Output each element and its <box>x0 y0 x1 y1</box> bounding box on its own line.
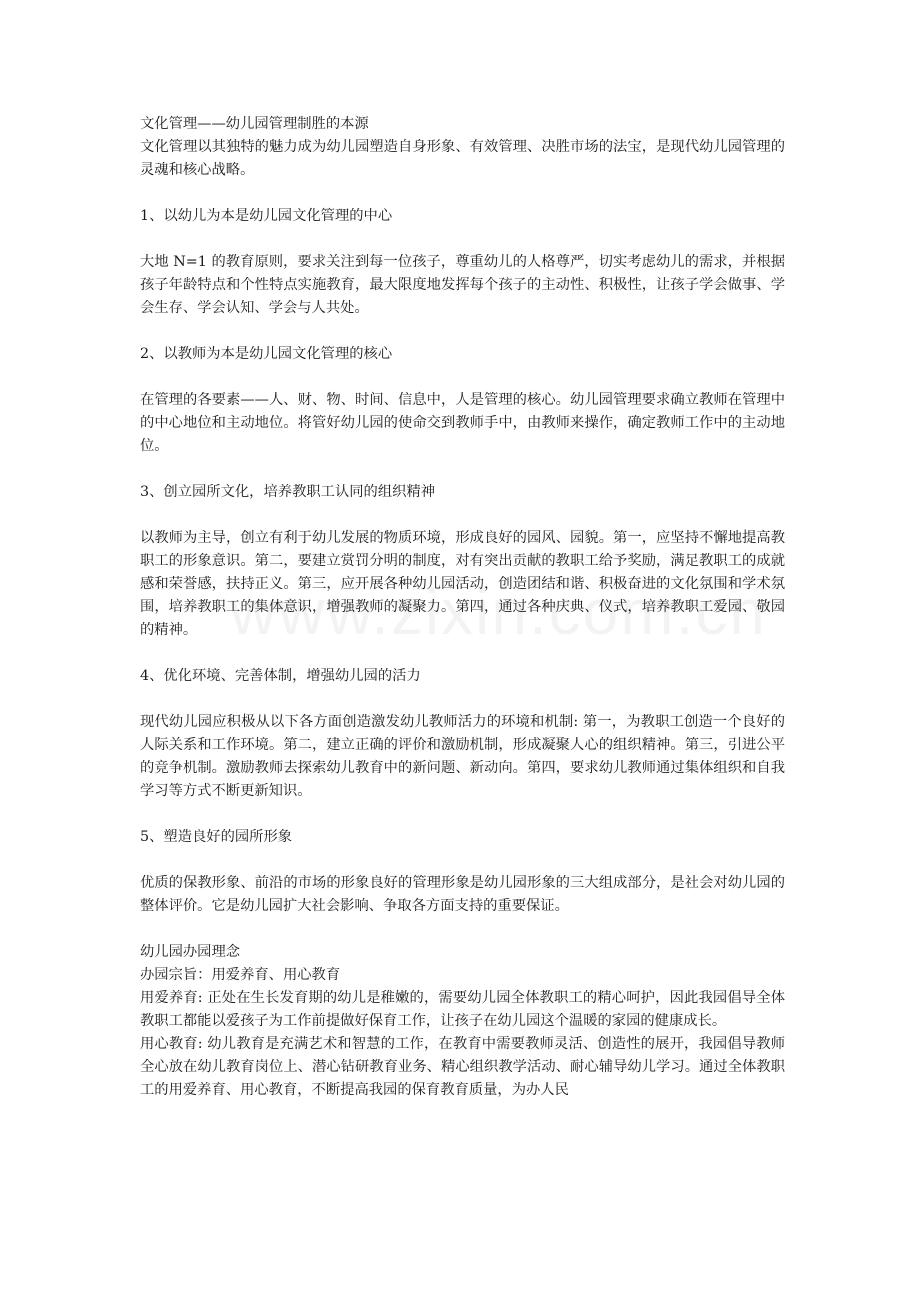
paragraph-gap <box>140 918 785 941</box>
section-2-body: 在管理的各要素——人、财、物、时间、信息中，人是管理的核心。幼儿园管理要求确立教师在管理中的中心地位和主动地位。将管好幼儿园的使命交到教师手中，由教师来操作，确定教师工作中的主动地位。 <box>140 392 785 454</box>
paragraph-gap <box>140 228 785 251</box>
document-body <box>140 113 785 1102</box>
section-1-body: 大地 N=1 的教育原则，要求关注到每一位孩子，尊重幼儿的人格尊严，切实考虑幼儿的需求，并根据孩子年龄特点和个性特点实施教育，最大限度地发挥每个孩子的主动性、积极性，让孩子学会做事、学会生存、学会认知、学会与人共处。 <box>140 254 785 316</box>
section-4-heading: 4、优化环境、完善体制，增强幼儿园的活力 <box>140 668 421 684</box>
paragraph-gap <box>140 366 785 389</box>
philosophy-love: 用爱养育: 正处在生长发育期的幼儿是稚嫩的，需要幼儿园全体教职工的精心呵护，因此我园倡导全体教职工都能以爱孩子为工作前提做好保育工作，让孩子在幼儿园这个温暖的家园的健康成长。 <box>140 990 785 1029</box>
paragraph-gap <box>140 688 785 711</box>
paragraph-gap <box>140 642 785 665</box>
philosophy-motto: 办园宗旨：用爱养育、用心教育 <box>140 967 341 983</box>
paragraph-gap <box>140 182 785 205</box>
section-3-body: 以教师为主导，创立有利于幼儿发展的物质环境，形成良好的园风、园貌。第一，应坚持不懈地提高教职工的形象意识。第二，要建立赏罚分明的制度，对有突出贡献的教职工给予奖励，满足教职工的成就感和荣誉感，扶持正义。第三，应开展各种幼儿园活动，创造团结和谐、积极奋进的文化氛围和学术氛围，培养教职工的集体意识，增强教师的凝聚力。第四，通过各种庆典、仪式，培养教职工爱园、敬园的精神。 <box>140 530 785 638</box>
section-5-heading: 5、塑造良好的园所形象 <box>140 829 293 845</box>
intro-paragraph: 文化管理以其独特的魅力成为幼儿园塑造自身形象、有效管理、决胜市场的法宝，是现代幼儿园管理的灵魂和核心战略。 <box>140 139 785 178</box>
section-5-body: 优质的保教形象、前沿的市场的形象良好的管理形象是幼儿园形象的三大组成部分，是社会对幼儿园的整体评价。它是幼儿园扩大社会影响、争取各方面支持的重要保证。 <box>140 875 785 914</box>
section-4-body: 现代幼儿园应积极从以下各方面创造激发幼儿教师活力的环境和机制: 第一，为教职工创造一个良好的人际关系和工作环境。第二，建立正确的评价和激励机制，形成凝聚人心的组织精神。第三，引进公平的竞争机制。激励教师去探索幼儿教育中的新问题、新动向。第四，要求幼儿教师通过集体组织和自我学习等方式不断更新知识。 <box>140 714 785 799</box>
paragraph-gap <box>140 849 785 872</box>
document-title: 文化管理——幼儿园管理制胜的本源 <box>140 116 369 132</box>
section-3-heading: 3、创立园所文化，培养教职工认同的组织精神 <box>140 484 436 500</box>
paragraph-gap <box>140 504 785 527</box>
section-2-heading: 2、以教师为本是幼儿园文化管理的核心 <box>140 346 393 362</box>
section-1-heading: 1、以幼儿为本是幼儿园文化管理的中心 <box>140 208 393 224</box>
philosophy-heading: 幼儿园办园理念 <box>140 944 241 960</box>
paragraph-gap <box>140 458 785 481</box>
philosophy-heart: 用心教育: 幼儿教育是充满艺术和智慧的工作，在教育中需要教师灵活、创造性的展开，我园倡导教师全心放在幼儿教育岗位上、潜心钻研教育业务、精心组织教学活动、耐心辅导幼儿学习。通过全体教职工的用爱养育、用心教育，不断提高我园的保育教育质量，为办人民 <box>140 1036 785 1098</box>
paragraph-gap <box>140 803 785 826</box>
paragraph-gap <box>140 320 785 343</box>
